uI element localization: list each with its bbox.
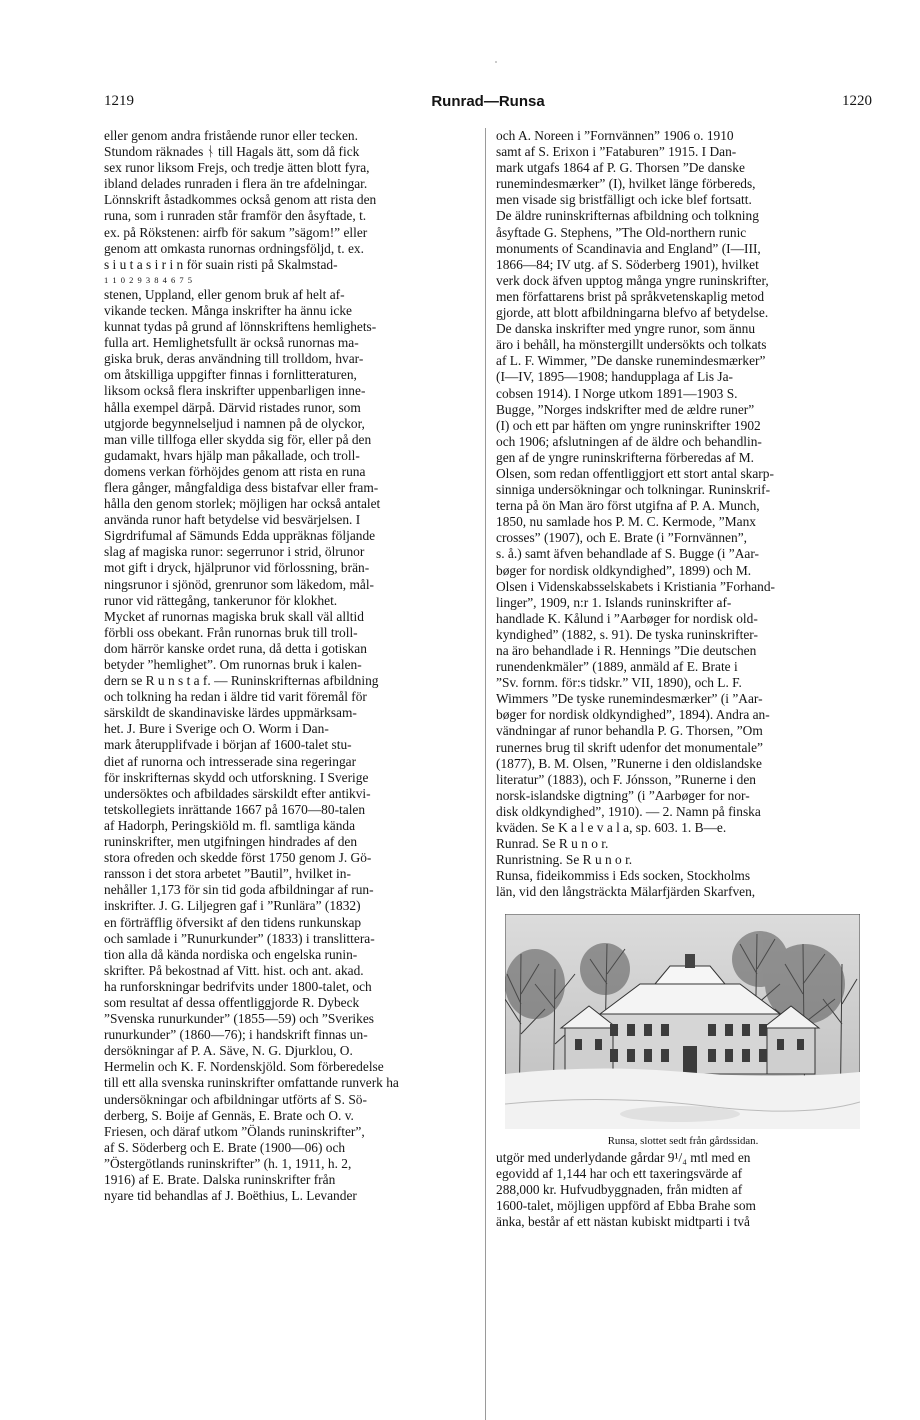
text-line: ibland delades runraden i flera än tre afdelningar. [104, 176, 368, 192]
photo-caption: Runsa, slottet sedt från gårdssidan. [607, 1134, 759, 1147]
text-line: samt af S. Erixon i ”Fataburen” 1915. I Dan- [496, 144, 737, 160]
text-line: linger”, 1909, n:r 1. Islands runinskrifter af- [496, 594, 732, 610]
text-line: och tolkning ha redan i äldre tid varit föremål för [104, 689, 367, 705]
text-line: De äldre runinskrifternas afbildning och tolkning [496, 208, 759, 224]
page-number-left: 1219 [104, 93, 134, 109]
text-line: runernes brug til skrift udenfor det monumentale” [496, 739, 763, 755]
text-line: ”Svenska runurkunder” (1855—59) och ”Sverikes [104, 1011, 374, 1027]
text-line: ex. på Rökstenen: airfb för sakum ”sägom!” eller [104, 224, 368, 240]
text-line: stenen, Uppland, eller genom bruk af helt af- [104, 286, 345, 302]
right-column-bottom-text [496, 1150, 870, 1230]
text-line: Olsen, som redan offentliggjort ett stort antal skarp- [496, 465, 774, 481]
text-line: diet af runorna och intresserade sina regeringar [104, 753, 357, 769]
text-line: 1866—84; IV utg. af S. Söderberg 1901), hvilket [496, 256, 759, 272]
text-line: s. å.) samt äfven behandlade af S. Bugge (i ”Aar- [496, 546, 759, 562]
text-line: Runsa, fideikommiss i Eds socken, Stockholms [496, 868, 751, 884]
text-line: fulla art. Hemlighetsfullt är också runornas ma- [104, 335, 359, 351]
text-line: 288,000 kr. Hufvudbyggnaden, från midten af [496, 1181, 743, 1197]
text-line: runendenkmäler” (1889, anmäld af E. Brate i [496, 659, 738, 675]
text-line: liksom också flera inskrifter uppenbarligen inne- [104, 383, 366, 399]
text-line: eller genom andra fristående runor eller tecken. [104, 128, 358, 143]
text-line: het. J. Bure i Sverige och O. Worm i Dan- [104, 721, 329, 737]
text-line: vikande tecken. Många inskrifter ha ännu icke [104, 302, 353, 318]
text-line: tion alla då kända nordiska och engelska runin- [104, 946, 358, 962]
text-line: gudamakt, hvars hjälp man påkallade, och troll- [104, 447, 360, 463]
text-line: verk dock äfven upptog många yngre runinskrifter, [496, 272, 769, 288]
text-line: skrifter. På bekostnad af Vitt. hist. och ant. akad. [104, 962, 364, 978]
text-line: 1600-talet, möjligen uppförd af Ebba Brahe som [496, 1197, 756, 1213]
text-line: genom att omkasta runornas ordningsföljd, t. ex. [104, 240, 364, 256]
text-line: norsk-islandske digtning” (i ”Aarbøger for nor- [496, 787, 750, 803]
text-line: som resultat af dessa offentliggjorde R. Dybeck [104, 994, 360, 1010]
text-line: dom härrör kanske ordet runa, då detta i gotiskan [104, 640, 367, 656]
text-line: äro i behåll, ha mönstergillt undersökts och tolkats [496, 337, 767, 353]
text-line: gjorde, att blott afbildningarna blefvo af betydelse. [496, 305, 769, 321]
text-line: åsyftade G. Stephens, ”The Old-northern runic [496, 224, 747, 240]
text-line: ransson i det stora arbetet ”Bautil”, hvilket in- [104, 866, 351, 882]
text-line: bøger for nordisk oldkyndighed”, 1899) och M. [496, 562, 752, 578]
text-line: en förträfflig öfversikt af den tidens runkunskap [104, 914, 362, 930]
text-line: sinniga undersökningar och tolkningar. Runinskrif- [496, 482, 771, 498]
text-line: Runristning. Se R u n o r. [496, 852, 633, 868]
text-line: terna på ön Man äro först utgifna af P. A. Munch, [496, 498, 760, 514]
text-line: Sigrdrifumal af Sämunds Edda uppräknas följande [104, 528, 376, 544]
text-line: men visade sig bristfälligt och icke blef fortsatt. [496, 192, 752, 208]
right-column [496, 128, 870, 1230]
page-header [104, 93, 872, 117]
text-line: använda runor haft betydelse vid besvärjelsen. I [104, 512, 361, 528]
text-line: och samlade i ”Runurkunder” (1833) i translittera- [104, 930, 375, 946]
text-line: (I) och ett par häften om yngre runinskrifter 1902 [496, 417, 761, 433]
text-line: crosses” (1907), och E. Brate (i ”Fornvännen”, [496, 530, 747, 546]
text-line: undersökningar och afbildningar utförts af S. Sö- [104, 1091, 367, 1107]
text-line: ”Sv. fornm. för:s tidskr.” VII, 1890), och L. F. [496, 675, 742, 691]
text-line: betyder ”hemlighet”. Om runornas bruk i kalen- [104, 657, 362, 672]
text-line: dern se R u n s t a f. — Runinskrifternas afbildning [104, 673, 379, 689]
text-line: man ville tillfoga eller skydda sig för, eller på den [104, 431, 372, 447]
text-line: kyndighed” (1882, s. 91). De tyska runinskrifter- [496, 626, 758, 642]
text-line: mark återupplifvade i början af 1600-talet stu- [104, 737, 352, 753]
text-line: flera gånger, mångfaldiga dess bistafvar eller fram- [104, 479, 379, 495]
text-line: och A. Noreen i ”Fornvännen” 1906 o. 1910 [496, 128, 734, 143]
text-line: stora ofreden och skedde först 1750 genom J. Gö- [104, 850, 372, 866]
text-line: na äro behandlade i R. Hennings ”Die deutschen [496, 643, 757, 658]
text-line: runor vid rättegång, tankerunor för klokhet. [104, 592, 338, 608]
page-speck [495, 61, 497, 63]
text-line: 1916) af E. Brate. Dalska runinskrifter från [104, 1172, 336, 1187]
text-line: cobsen 1914). I Norge utkom 1891—1903 S. [496, 385, 738, 401]
text-line: undersöktes och afbildades särskildt efter antikvi- [104, 785, 371, 801]
text-line: (1877), B. M. Olsen, ”Runerne i den oldislandske [496, 755, 762, 771]
text-line: län, vid den långsträckta Mälarfjärden Skarfven, [496, 884, 756, 900]
text-line: monuments of Scandinavia and England” (I—III, [496, 240, 761, 256]
text-line: dersökningar af P. A. Säve, N. G. Djurklou, O. [104, 1043, 353, 1059]
text-line: Wimmers ”De tyske runemindesmærker” (i ”Aar- [496, 691, 763, 707]
text-line: kväden. Se K a l e v a l a, sp. 603. 1. B—e. [496, 820, 727, 836]
text-line: derberg, S. Boije af Gennäs, E. Brate och O. v. [104, 1107, 354, 1123]
text-line: egovidd af 1,144 har och ett taxeringsvärde af [496, 1165, 743, 1181]
text-line: för inskrifternas skydd och utforskning. I Sverige [104, 769, 369, 785]
text-line: särskildt de skandinaviske lärdes uppmärksam- [104, 705, 357, 721]
text-line: handlade K. Kålund i ”Aarbøger for nordisk old- [496, 610, 758, 626]
right-column-top-text [496, 128, 870, 901]
running-title: Runrad—Runsa [431, 93, 545, 110]
text-line: giska bruk, deras användning till trolldom, hvar- [104, 351, 364, 367]
text-line: runurkunder” (1860—76); i handskrift finnas un- [104, 1027, 368, 1043]
text-line: Hermelin och K. F. Nordenskjöld. Som förberedelse [104, 1059, 384, 1075]
text-line: tetskollegiets inrättande 1667 på 1670—80-talen [104, 801, 366, 817]
text-line: och 1906; afslutningen af de äldre och behandlin- [496, 433, 762, 449]
text-line: literatur” (1883), och F. Jónsson, ”Runerne i den [496, 771, 756, 787]
text-line: hålla den genom storlek; möjligen har också antalet [104, 496, 381, 512]
column-divider [485, 128, 486, 1420]
runsa-castle-photo [505, 914, 860, 1129]
text-line: mot gift i dryck, hjälprunor vid förlossning, brän- [104, 560, 370, 576]
text-line: änka, består af ett nästan kubiskt midtparti i två [496, 1213, 750, 1229]
text-line: gen af de yngre runinskrifterna förberedas af M. [496, 449, 755, 465]
text-line: Olsen i Videnskabsselskabets i Kristiania ”Forhand- [496, 578, 775, 594]
text-line: De danska inskrifter med yngre runor, som ännu [496, 321, 756, 337]
text-line: Stundom räknades ᚾ till Hagals ätt, som då fick [104, 144, 360, 160]
text-line: Lönnskrift åstadkommes också genom att rista den [104, 192, 377, 208]
text-line: Runrad. Se R u n o r. [496, 836, 609, 852]
text-line: domens verkan förhöjdes genom att rista en runa [104, 463, 366, 479]
text-line: 1 1 0 2 9 3 8 4 6 7 5 [104, 274, 193, 285]
text-line: (I—IV, 1895—1908; handupplaga af Lis Ja- [496, 369, 734, 385]
text-line: mark utgafs 1864 af P. G. Thorsen ”De danske [496, 160, 745, 176]
text-line: Mycket af runornas magiska bruk skall väl alltid [104, 608, 364, 624]
text-line: runinskrifter, men utgifningen hindrades af den [104, 834, 358, 850]
text-line: hålla exempel därpå. Därvid ristades runor, som [104, 399, 361, 415]
left-column [104, 128, 476, 1204]
text-line: till ett alla svenska runinskrifter omfattande runverk ha [104, 1075, 399, 1091]
text-line: Bugge, ”Norges indskrifter med de ældre runer” [496, 401, 755, 417]
text-line: men författarens brist på språkvetenskaplig metod [496, 288, 765, 304]
text-line: vändningar af runor behandla P. G. Thorsen, ”Om [496, 723, 763, 739]
text-line: nyare tid behandlas af J. Boëthius, L. Levander [104, 1188, 357, 1204]
text-line: ”Östergötlands runinskrifter” (h. 1, 1911, h. 2, [104, 1155, 352, 1171]
text-line: kunnat tydas på grund af lönnskriftens hemlighets- [104, 319, 377, 335]
text-line: slag af magiska runor: segerrunor i strid, ölrunor [104, 544, 365, 560]
text-line: ha runforskningar bedrifvits under 1800-talet, och [104, 978, 372, 994]
text-line: s i u t a s i r i n för suain risti på Skalmstad- [104, 256, 338, 272]
text-line: disk oldkyndighed”, 1910). — 2. Namn på finska [496, 803, 761, 819]
page-number-right: 1220 [842, 93, 872, 109]
text-line: inskrifter. J. G. Liljegren gaf i ”Runlära” (1832) [104, 898, 361, 914]
text-line: af L. F. Wimmer, ”De danske runemindesmærker” [496, 353, 766, 369]
text-line: om åtskilliga uppgifter finnas i fornlitteraturen, [104, 367, 357, 383]
text-line: nehåller 1,173 för sin tid goda afbildningar af run- [104, 882, 374, 898]
text-line: runemindesmærker” (I), hvilket länge förbereds, [496, 176, 756, 192]
text-line: utgör med underlydande gårdar 9¹/₄ mtl med en [496, 1149, 751, 1165]
text-line: 1850, nu samlade hos P. M. C. Kermode, ”Manx [496, 514, 756, 530]
text-line: Friesen, och däraf utkom ”Ölands runinskrifter”, [104, 1123, 365, 1139]
text-line: utgjorde begynnelseljud i namnen på de olyckor, [104, 415, 365, 431]
text-line: runa, som i runraden står framför den åsyftade, t. [104, 208, 367, 224]
text-line: af Hadorph, Peringskiöld m. fl. samtliga kända [104, 817, 356, 833]
text-line: af S. Söderberg och E. Brate (1900—06) och [104, 1139, 346, 1155]
text-line: bøger for nordisk oldkyndighed”, 1894). Andra an- [496, 707, 770, 723]
text-line: ningsrunor i sjönöd, grenrunor som läkedom, mål- [104, 576, 375, 592]
text-line: sex runor liksom Frejs, och tredje ätten blott fyra, [104, 160, 370, 176]
text-line: förbli oss obekant. Från runornas bruk till troll- [104, 624, 358, 640]
